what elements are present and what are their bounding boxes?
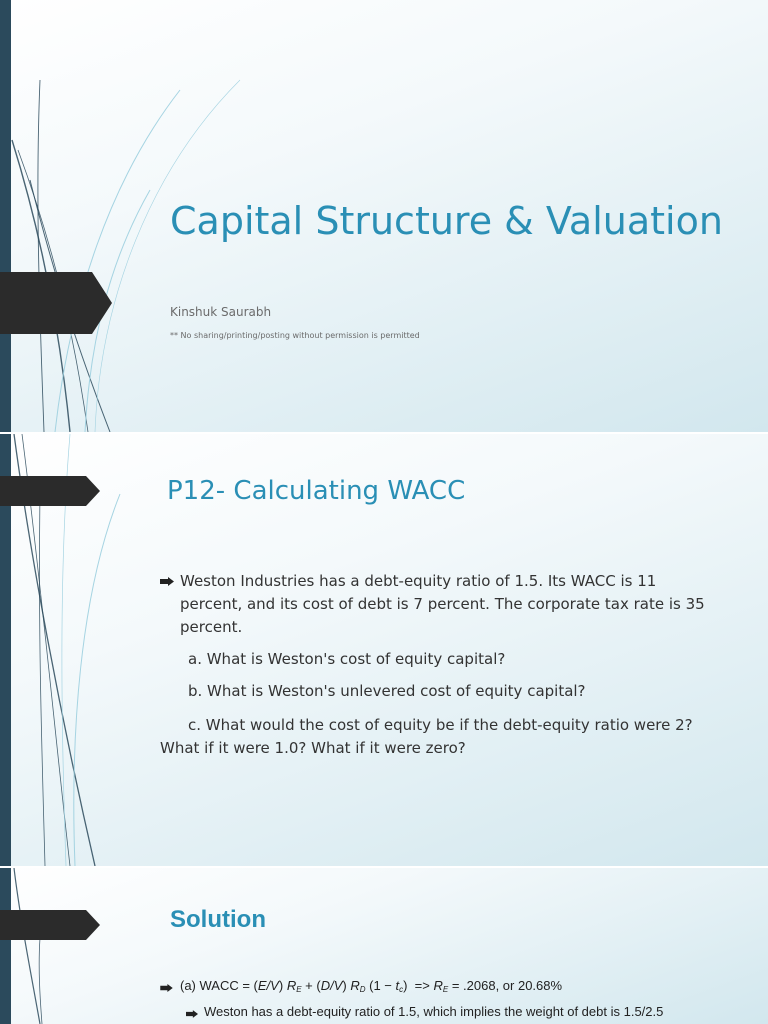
problem-statement: Weston Industries has a debt-equity ratio of 1.5. Its WACC is 11 percent, and its cost of debt is 7 percent. The corporate tax rate is 35 percent. (180, 572, 705, 636)
formula-text: (1 − (365, 978, 396, 993)
slide-solution (0, 868, 768, 1024)
formula-text: ) (278, 978, 287, 993)
problem-body (160, 570, 720, 760)
formula-text: = .2068, or 20.68% (448, 978, 563, 993)
formula-text: + ( (301, 978, 321, 993)
slide-tab-marker (0, 910, 100, 940)
question-b: b. What is Weston's unlevered cost of equity capital? (188, 682, 586, 700)
permission-note: ** No sharing/printing/posting without permission is permitted (170, 331, 420, 340)
solution-title: Solution (170, 906, 266, 933)
presentation-title: Capital Structure & Valuation (170, 199, 723, 243)
formula-text: ) (342, 978, 351, 993)
solution-formula (180, 978, 562, 994)
formula-text: ) => (403, 978, 434, 993)
question-a: a. What is Weston's cost of equity capital? (188, 650, 506, 668)
slide-tab-marker (0, 272, 112, 334)
formula-subscript: E (442, 985, 449, 994)
question-c: c. What would the cost of equity be if the debt-equity ratio were 2? What if it were 1.0? What if it were zero? (160, 716, 712, 757)
formula-subscript: E (296, 985, 302, 994)
formula-text: E/V (257, 978, 279, 993)
slide-title (0, 0, 768, 432)
author-name: Kinshuk Saurabh (170, 305, 272, 319)
formula-subscript: c (399, 985, 404, 994)
formula-subscript: D (359, 985, 366, 994)
solution-detail: Weston has a debt-equity ratio of 1.5, which implies the weight of debt is 1.5/2.5 (204, 1004, 664, 1019)
arrow-bullet-icon (160, 984, 173, 992)
formula-text: t (395, 978, 400, 993)
arrow-bullet-icon (186, 1010, 198, 1018)
formula-text: R (286, 978, 297, 993)
slide-tab-marker (0, 476, 100, 506)
formula-text: R (433, 978, 443, 993)
formula-text: D/V (320, 978, 343, 993)
formula-text: R (350, 978, 360, 993)
decorative-curves (0, 868, 120, 1024)
formula-text: (a) WACC = ( (180, 978, 258, 993)
bullet-item (160, 570, 720, 639)
arrow-bullet-icon (160, 577, 174, 586)
problem-title: P12- Calculating WACC (167, 476, 466, 506)
